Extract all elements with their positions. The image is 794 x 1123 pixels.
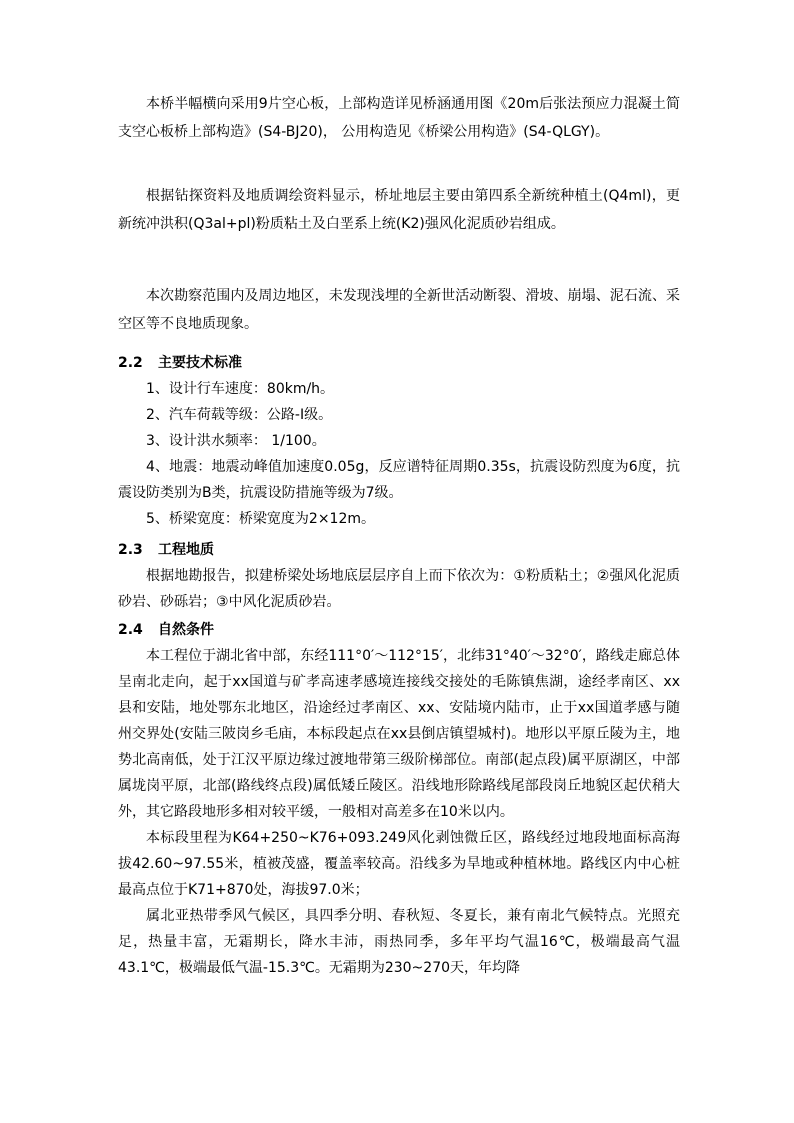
heading-number: 2.2 (118, 355, 143, 371)
intro-section (118, 90, 680, 146)
geology-section (118, 182, 680, 238)
list-item: 1、设计行车速度：80km/h。 (146, 381, 335, 397)
heading-number: 2.4 (118, 622, 143, 638)
paragraph-climate: 属北亚热带季风气候区，具四季分明、春秋短、冬夏长，兼有南北气候特点。光照充足，热量丰富，无霜期长，降水丰沛，雨热同季，多年平均气温16℃，极端最高气温43.1℃，极端最低气温-15.3℃。无霜期为230~270天，年均降 (118, 908, 680, 976)
paragraph-location: 本工程位于湖北省中部，东经111°0′～112°15′，北纬31°40′～32°0′，路线走廊总体呈南北走向，起于xx国道与矿孝高速孝感境连接线交接处的毛陈镇焦湖，途经孝南区、xx县和安陆，地处鄂东北地区，沿途经过孝南区、xx、安陆境内陆市，止于xx国道孝感与随州交界处(安陆三陂岗乡毛庙，本标段起点在xx县倒店镇望城村)。地形以平原丘陵为主，地势北高南低，处于江汉平原边缘过渡地带第三级阶梯部位。南部(起点段)属平原湖区，中部属垅岗平原，北部(路线终点段)属低矮丘陵区。沿线地形除路线尾部段岗丘地貌区起伏稍大外，其它路段地形多相对较平缓，一般相对高差多在10米以内。 (118, 648, 680, 820)
hazard-section (118, 282, 680, 338)
heading-title: 主要技术标准 (158, 355, 242, 371)
paragraph-hazards: 本次勘察范围内及周边地区，未发现浅埋的全新世活动断裂、滑坡、崩塌、泥石流、采空区等不良地质现象。 (118, 288, 680, 332)
list-item: 4、地震：地震动峰值加速度0.05g，反应谱特征周期0.35s，抗震设防烈度为6度，抗震设防类别为B类，抗震设防措施等级为7级。 (118, 459, 680, 501)
list-item: 5、桥梁宽度：桥梁宽度为2×12m。 (146, 511, 375, 527)
list-item: 3、设计洪水频率： 1/100。 (146, 433, 326, 449)
heading-number: 2.3 (118, 542, 143, 558)
heading-title: 自然条件 (158, 622, 214, 638)
heading-2-3 (118, 537, 680, 563)
paragraph-superstructure: 本桥半幅横向采用9片空心板，上部构造详见桥涵通用图《20m后张法预应力混凝土简支空心板桥上部构造》(S4-BJ20)， 公用构造见《桥梁公用构造》(S4-QLGY)。 (118, 96, 680, 140)
section-2-4 (118, 617, 680, 981)
list-item: 2、汽车荷载等级：公路-I级。 (146, 407, 333, 423)
paragraph-section-range: 本标段里程为K64+250~K76+093.249风化剥蚀微丘区，路线经过地段地面标高海拔42.60~97.55米，植被茂盛，覆盖率较高。沿线多为旱地或种植林地。路线区内中心桩最高点位于K71+870处，海拔97.0米； (118, 830, 680, 898)
heading-title: 工程地质 (158, 542, 214, 558)
section-2-3 (118, 537, 680, 615)
heading-2-2 (118, 350, 680, 376)
paragraph-strata: 根据钻探资料及地质调绘资料显示，桥址地层主要由第四系全新统种植土(Q4ml)，更新统冲洪积(Q3al+pl)粉质粘土及白垩系上统(K2)强风化泥质砂岩组成。 (118, 188, 680, 232)
section-2-2 (118, 350, 680, 532)
heading-2-4 (118, 617, 680, 643)
paragraph-engineering-geology: 根据地勘报告，拟建桥梁处场地底层层序自上而下依次为：①粉质粘土；②强风化泥质砂岩、砂砾岩；③中风化泥质砂岩。 (118, 568, 680, 610)
